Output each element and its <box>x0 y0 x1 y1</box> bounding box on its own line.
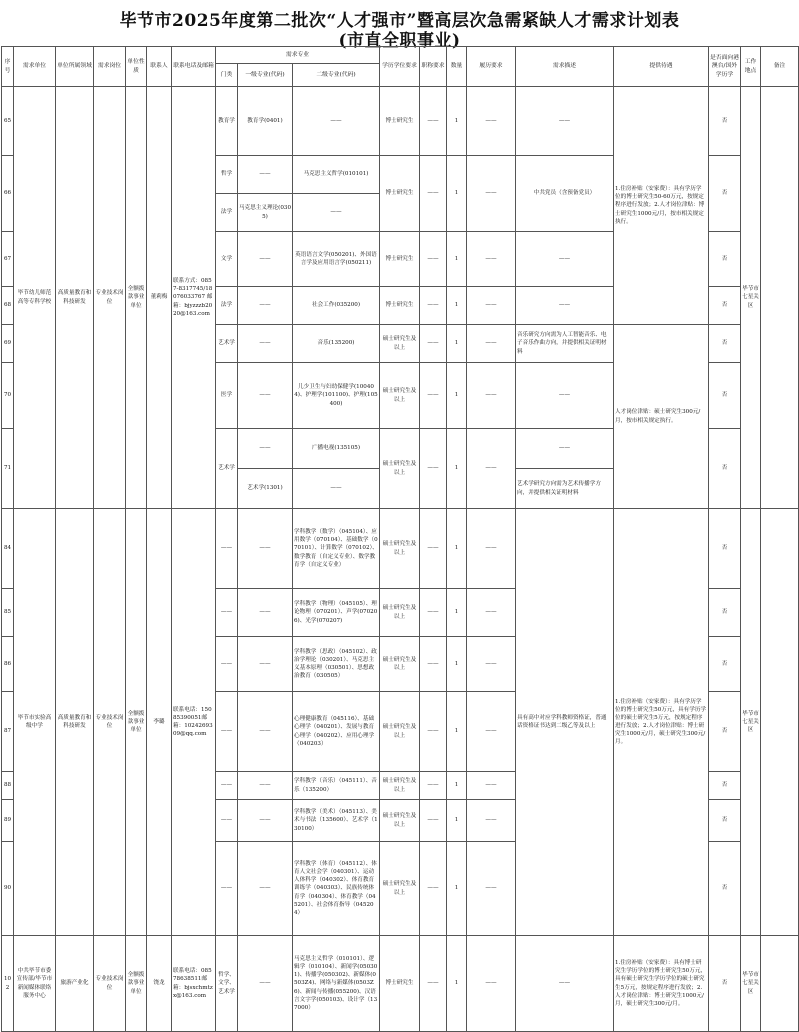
desc-cell: —— <box>516 87 614 156</box>
unit-cell: 毕节幼儿师范高等专科学校 <box>14 87 56 509</box>
note-cell <box>761 509 799 936</box>
count-cell: 1 <box>447 800 467 842</box>
title-cell: —— <box>420 232 447 287</box>
resume-cell: —— <box>467 509 516 589</box>
count-cell: 1 <box>447 772 467 800</box>
abroad-cell: 否 <box>709 287 741 325</box>
row-seq: 90 <box>2 842 14 936</box>
count-cell: 1 <box>447 287 467 325</box>
second-major-cell: —— <box>293 194 380 232</box>
row-seq: 65 <box>2 87 14 156</box>
first-major-cell: —— <box>238 363 293 429</box>
abroad-cell: 否 <box>709 637 741 692</box>
category-cell: 哲学、文学、艺术学 <box>216 936 238 1032</box>
row-seq: 70 <box>2 363 14 429</box>
degree-cell: 硕士研究生及以上 <box>380 589 420 637</box>
resume-cell: —— <box>467 325 516 363</box>
first-major-cell: —— <box>238 156 293 194</box>
abroad-cell: 否 <box>709 325 741 363</box>
contact-cell: 董莉梅 <box>147 87 172 509</box>
title-cell: —— <box>420 772 447 800</box>
header-row <box>2 47 799 64</box>
first-major-cell: —— <box>238 232 293 287</box>
first-major-cell: —— <box>238 692 293 772</box>
first-major-cell: —— <box>238 936 293 1032</box>
abroad-cell: 否 <box>709 156 741 232</box>
first-major-cell: —— <box>238 772 293 800</box>
second-major-cell: 社会工作(035200) <box>293 287 380 325</box>
desc-cell: —— <box>516 287 614 325</box>
nature-cell: 全额拨款事业单位 <box>126 936 147 1032</box>
abroad-cell: 否 <box>709 509 741 589</box>
degree-cell: 硕士研究生及以上 <box>380 509 420 589</box>
category-cell: —— <box>216 692 238 772</box>
header-seq: 序号 <box>2 47 14 87</box>
first-major-cell: —— <box>238 589 293 637</box>
category-cell: 法学 <box>216 287 238 325</box>
first-major-cell: —— <box>238 509 293 589</box>
second-major-cell: 学科教学（数学）（045104）、应用数学（070104）、基础数学（070101）、计算数学（070102）、数学教育（自定义专业）、数学教育学（自定义专业） <box>293 509 380 589</box>
category-cell: 教育学 <box>216 87 238 156</box>
header-major: 需求专业 <box>216 47 380 64</box>
contact-cell: 李璐 <box>147 509 172 936</box>
desc-cell: 具有高中对应学科教师资格证，普通话资格证书达到二级乙等及以上 <box>516 509 614 936</box>
second-major-cell: 学科教学（美术）（045113）、美术与书法（135600）、艺术学（130100） <box>293 800 380 842</box>
row-seq: 71 <box>2 429 14 509</box>
first-major-cell: —— <box>238 429 293 469</box>
phone-cell: 联系方式：0857-8317745/18076033767 邮箱：bjyzzzb2020@163.com <box>172 87 216 509</box>
second-major-cell: 学科教学（音乐）（045111）、音乐（135200） <box>293 772 380 800</box>
title-cell: —— <box>420 429 447 509</box>
header-field: 单位所属领域 <box>56 47 94 87</box>
resume-cell: —— <box>467 156 516 232</box>
resume-cell: —— <box>467 936 516 1032</box>
count-cell: 1 <box>447 232 467 287</box>
resume-cell: —— <box>467 429 516 509</box>
first-major-cell: 马克思主义理论(0305) <box>238 194 293 232</box>
second-major-cell: 马克思主义哲学（010101）、逻辑学（010104）、新闻学(050301)、传播学(050302)、新媒体(0503Z4)、网络与新媒体(0503Z6)、新闻与传播(055200)、汉语言文字学(050103)、设计学（137000） <box>293 936 380 1032</box>
resume-cell: —— <box>467 800 516 842</box>
header-contact: 联系人 <box>147 47 172 87</box>
count-cell: 1 <box>447 87 467 156</box>
first-major-cell: —— <box>238 325 293 363</box>
title-cell: —— <box>420 325 447 363</box>
first-major-cell: —— <box>238 287 293 325</box>
abroad-cell: 否 <box>709 800 741 842</box>
header-note: 备注 <box>761 47 799 87</box>
post-cell: 专业技术岗位 <box>94 87 126 509</box>
desc-cell: —— <box>516 363 614 429</box>
title-cell: —— <box>420 156 447 232</box>
table-row <box>2 509 799 589</box>
count-cell: 1 <box>447 429 467 509</box>
row-seq: 87 <box>2 692 14 772</box>
row-seq: 88 <box>2 772 14 800</box>
first-major-cell: 艺术学(1301) <box>238 469 293 509</box>
category-cell: —— <box>216 509 238 589</box>
category-cell: —— <box>216 637 238 692</box>
row-seq: 66 <box>2 156 14 232</box>
second-major-cell: 学科教学（思政）（045102）、政治学理论（030201）、马克思主义基本原理（030501）、思想政治教育（030505） <box>293 637 380 692</box>
header-title: 职称要求 <box>420 47 447 87</box>
resume-cell: —— <box>467 287 516 325</box>
header-unit: 需求单位 <box>14 47 56 87</box>
resume-cell: —— <box>467 87 516 156</box>
nature-cell: 全额拨款事业单位 <box>126 509 147 936</box>
page-subtitle: (市直全职事业) <box>338 31 461 51</box>
count-cell: 1 <box>447 692 467 772</box>
second-major-cell: 心理健康教育（045116）、基础心理学（040201）、发展与教育心理学（040202）、应用心理学（040203） <box>293 692 380 772</box>
header-resume: 履历要求 <box>467 47 516 87</box>
category-cell: —— <box>216 772 238 800</box>
desc-cell: 中共党员（含预备党员） <box>516 156 614 232</box>
field-cell: 高质量教育和科技研发 <box>56 87 94 509</box>
post-cell: 专业技术岗位 <box>94 936 126 1032</box>
unit-cell: 毕节市实验高级中学 <box>14 509 56 936</box>
degree-cell: 博士研究生 <box>380 232 420 287</box>
category-cell: 艺术学 <box>216 325 238 363</box>
degree-cell: 博士研究生 <box>380 87 420 156</box>
treat-cell: 人才岗位津贴：硕士研究生300元/月，按市相关规定执行。 <box>614 325 709 509</box>
first-major-cell: 教育学(0401) <box>238 87 293 156</box>
title-cell: —— <box>420 287 447 325</box>
field-cell: 高质量教育和科技研发 <box>56 509 94 936</box>
header-count: 数量 <box>447 47 467 87</box>
desc-cell: —— <box>516 429 614 469</box>
header-post: 需求岗位 <box>94 47 126 87</box>
desc-cell: —— <box>516 232 614 287</box>
row-seq: 85 <box>2 589 14 637</box>
header-phone: 联系电话及邮箱 <box>172 47 216 87</box>
row-seq: 89 <box>2 800 14 842</box>
header-category: 门类 <box>216 64 238 87</box>
count-cell: 1 <box>447 156 467 232</box>
abroad-cell: 否 <box>709 589 741 637</box>
title-cell: —— <box>420 936 447 1032</box>
second-major-cell: —— <box>293 87 380 156</box>
abroad-cell: 否 <box>709 232 741 287</box>
title-cell: —— <box>420 509 447 589</box>
field-cell: 旅游产业化 <box>56 936 94 1032</box>
resume-cell: —— <box>467 842 516 936</box>
table-row <box>2 936 799 1032</box>
header-first: 一级专业(代码) <box>238 64 293 87</box>
desc-cell: 艺术学研究方向需为艺术传播学方向，并提供相关证明材料 <box>516 469 614 509</box>
second-major-cell: 马克思主义哲学(010101) <box>293 156 380 194</box>
resume-cell: —— <box>467 232 516 287</box>
header-degree: 学历学位要求 <box>380 47 420 87</box>
place-cell: 毕节市七星关区 <box>741 509 761 936</box>
first-major-cell: —— <box>238 842 293 936</box>
category-cell: —— <box>216 800 238 842</box>
abroad-cell: 否 <box>709 772 741 800</box>
treat-cell: 1.住房补贴（安家费）：具有学历学位的博士研究生50万元，具有学历学位的硕士研究生5万元，按规定程序进行发放；2.人才岗位津贴：博士研究生1000元/月，硕士研究生300元/月。 <box>614 509 709 936</box>
category-cell: 艺术学 <box>216 429 238 509</box>
place-cell: 毕节市七星关区 <box>741 87 761 509</box>
desc-cell: 音乐研究方向需为人工智能音乐、电子音乐作曲方向，并提供相关证明材料 <box>516 325 614 363</box>
page-title: 毕节市2025年度第二批次“人才强市”暨高层次急需紧缺人才需求计划表 <box>119 11 680 31</box>
contact-cell: 饶龙 <box>147 936 172 1032</box>
title-cell: —— <box>420 692 447 772</box>
degree-cell: 硕士研究生及以上 <box>380 429 420 509</box>
resume-cell: —— <box>467 363 516 429</box>
category-cell: —— <box>216 842 238 936</box>
degree-cell: 硕士研究生及以上 <box>380 325 420 363</box>
note-cell <box>761 87 799 509</box>
desc-cell: —— <box>516 936 614 1032</box>
post-cell: 专业技术岗位 <box>94 509 126 936</box>
degree-cell: 硕士研究生及以上 <box>380 800 420 842</box>
second-major-cell: 学科教学（物理）（045105）、理论物理（070201）、声学(070206)、光学(070207) <box>293 589 380 637</box>
title-cell: —— <box>420 842 447 936</box>
count-cell: 1 <box>447 509 467 589</box>
row-seq: 69 <box>2 325 14 363</box>
nature-cell: 全额拨款事业单位 <box>126 87 147 509</box>
category-cell: 医学 <box>216 363 238 429</box>
first-major-cell: —— <box>238 637 293 692</box>
abroad-cell: 否 <box>709 363 741 429</box>
header-abroad: 是否面向港澳台/国外学历学 <box>709 47 741 87</box>
row-seq: 67 <box>2 232 14 287</box>
title-cell: —— <box>420 363 447 429</box>
title-cell: —— <box>420 637 447 692</box>
count-cell: 1 <box>447 637 467 692</box>
second-major-cell: 广播电视(135105) <box>293 429 380 469</box>
count-cell: 1 <box>447 842 467 936</box>
count-cell: 1 <box>447 363 467 429</box>
resume-cell: —— <box>467 589 516 637</box>
count-cell: 1 <box>447 936 467 1032</box>
degree-cell: 博士研究生 <box>380 156 420 232</box>
header-nature: 单位性质 <box>126 47 147 87</box>
abroad-cell: 否 <box>709 936 741 1032</box>
degree-cell: 硕士研究生及以上 <box>380 692 420 772</box>
count-cell: 1 <box>447 589 467 637</box>
degree-cell: 硕士研究生及以上 <box>380 842 420 936</box>
second-major-cell: —— <box>293 469 380 509</box>
plan-table <box>1 46 799 1032</box>
title-cell: —— <box>420 589 447 637</box>
degree-cell: 硕士研究生及以上 <box>380 637 420 692</box>
first-major-cell: —— <box>238 800 293 842</box>
row-seq: 102 <box>2 936 14 1032</box>
treat-cell: 1.住房补贴（安家费）：具有学历学位的博士研究生50-60万元，按规定程序进行发放；2.人才岗位津贴：博士研究生1000元/月，按市相关规定执行。 <box>614 87 709 325</box>
degree-cell: 硕士研究生及以上 <box>380 772 420 800</box>
category-cell: 文学 <box>216 232 238 287</box>
title-cell: —— <box>420 87 447 156</box>
second-major-cell: 学科教学（体育）（045112）、体育人文社会学（040301）、运动人体科学（040302）、体育教育训练学（040303）、民族传统体育学（040304）、体育教学（045201）、社会体育指导（045204） <box>293 842 380 936</box>
place-cell: 毕节市七星关区 <box>741 936 761 1032</box>
second-major-cell: 英语语言文学(050201)、外国语言学及应用语言学(050211) <box>293 232 380 287</box>
header-place: 工作地点 <box>741 47 761 87</box>
count-cell: 1 <box>447 325 467 363</box>
category-cell: —— <box>216 589 238 637</box>
treat-cell: 1.住房补贴（安家费）：具有博士研究生学历学位的博士研究生50万元，具有硕士研究生学历学位的硕士研究生5万元，按规定程序进行发放；2.人才岗位津贴：博士研究生1000元/月，硕士研究生300元/月。 <box>614 936 709 1032</box>
abroad-cell: 否 <box>709 692 741 772</box>
abroad-cell: 否 <box>709 842 741 936</box>
second-major-cell: 儿少卫生与妇幼保健学(100404)、护理学(101100)、护理(105400) <box>293 363 380 429</box>
second-major-cell: 音乐(135200) <box>293 325 380 363</box>
row-seq: 68 <box>2 287 14 325</box>
degree-cell: 博士研究生 <box>380 287 420 325</box>
row-seq: 86 <box>2 637 14 692</box>
resume-cell: —— <box>467 637 516 692</box>
phone-cell: 联系电话：08578638511邮箱：bjsxchmtzx@163.com <box>172 936 216 1032</box>
unit-cell: 中共毕节市委宣传部/毕节市新闻媒体联络服务中心 <box>14 936 56 1032</box>
table-row <box>2 87 799 156</box>
category-cell: 哲学 <box>216 156 238 194</box>
note-cell <box>761 936 799 1032</box>
header-desc: 需求描述 <box>516 47 614 87</box>
resume-cell: —— <box>467 772 516 800</box>
abroad-cell: 否 <box>709 429 741 509</box>
title-cell: —— <box>420 800 447 842</box>
phone-cell: 联系电话：15085390051邮箱：1024269309@qq.com <box>172 509 216 936</box>
category-cell: 法学 <box>216 194 238 232</box>
resume-cell: —— <box>467 692 516 772</box>
header-treat: 提供待遇 <box>614 47 709 87</box>
degree-cell: 博士研究生 <box>380 936 420 1032</box>
header-second: 二级专业(代码) <box>293 64 380 87</box>
degree-cell: 硕士研究生及以上 <box>380 363 420 429</box>
abroad-cell: 否 <box>709 87 741 156</box>
row-seq: 84 <box>2 509 14 589</box>
